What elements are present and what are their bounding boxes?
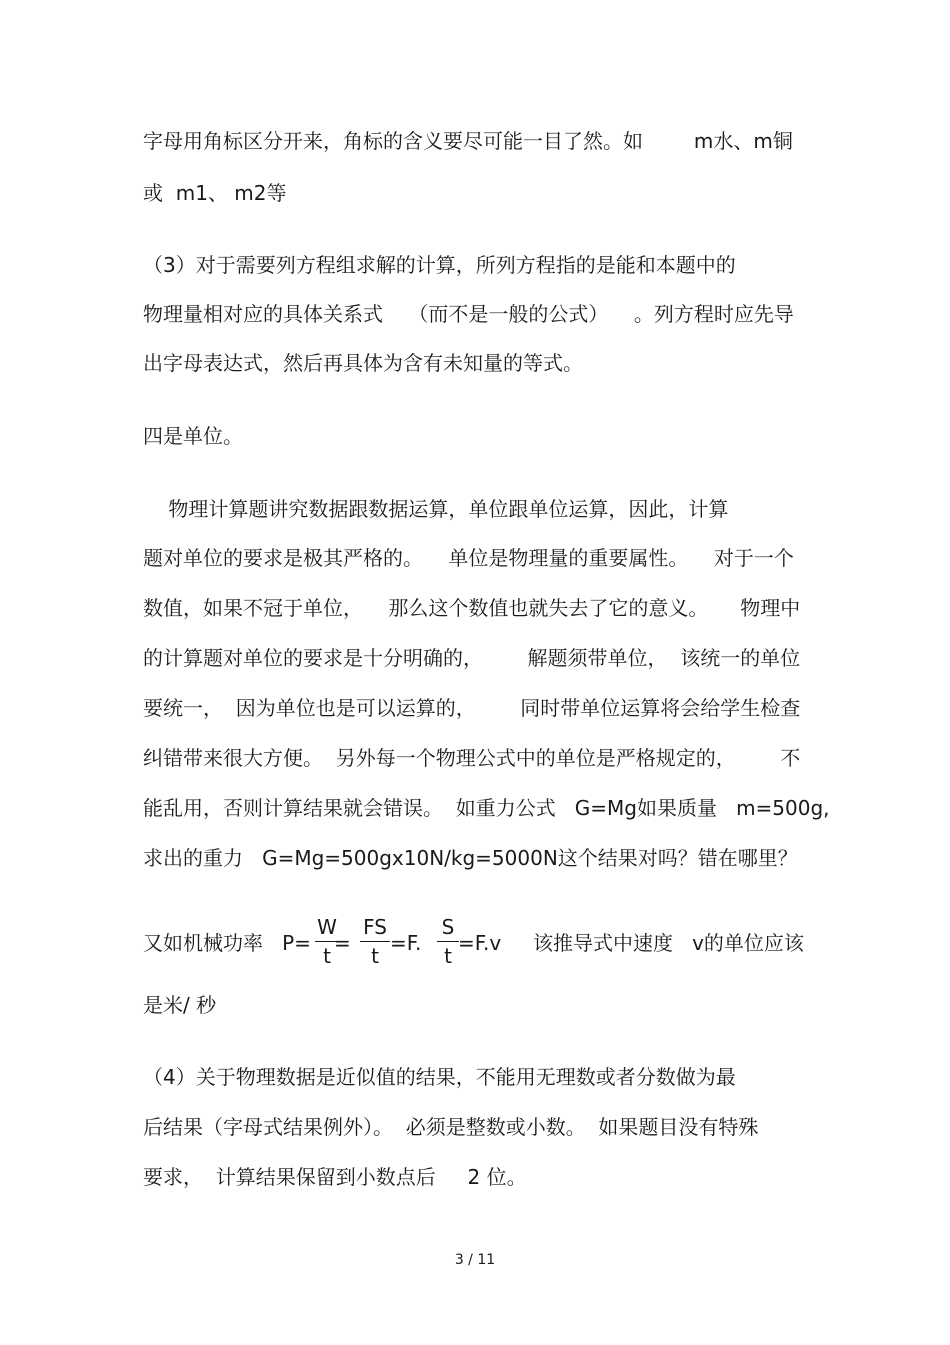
- fraction-numerator: S: [441, 915, 455, 939]
- fraction-numerator: W: [317, 915, 337, 939]
- text-line: 要统一， 因为单位也是可以运算的， 同时带单位运算将会给学生检查: [143, 696, 801, 720]
- fraction-denominator: t: [444, 944, 452, 968]
- formula-prefix: 又如机械功率 P=: [143, 931, 311, 955]
- text-line: 出字母表达式，然后再具体为含有未知量的等式。: [143, 351, 583, 375]
- formula-part: =F.: [390, 931, 422, 955]
- text-line: 物理量相对应的具体关系式 （而不是一般的公式） 。列方程时应先导: [143, 302, 794, 326]
- text-line: 纠错带来很大方便。 另外每一个物理公式中的单位是严格规定的， 不: [143, 746, 801, 770]
- text-line: 要求， 计算结果保留到小数点后 2 位。: [143, 1165, 527, 1189]
- text-line: 后结果（字母式结果例外）。 必须是整数或小数。 如果题目没有特殊: [143, 1115, 759, 1139]
- fraction-denominator: t: [371, 944, 379, 968]
- formula-equals: =: [334, 931, 351, 955]
- section-heading: 四是单位。: [143, 424, 243, 448]
- fraction-fs-over-t: [360, 916, 390, 967]
- text-line: 或 m1、 m2等: [143, 181, 287, 205]
- text-line: 数值，如果不冠于单位， 那么这个数值也就失去了它的意义。 物理中: [143, 596, 801, 620]
- text-line: （3）对于需要列方程组求解的计算，所列方程指的是能和本题中的: [143, 253, 736, 277]
- text-line: 求出的重力 G=Mg=500gx10N/kg=5000N这个结果对吗？错在哪里？: [143, 846, 798, 870]
- formula-suffix: =F.v 该推导式中速度 v的单位应该: [458, 931, 804, 955]
- text-line: 能乱用，否则计算结果就会错误。 如重力公式 G=Mg如果质量 m=500g,: [143, 796, 830, 820]
- fraction-bar: [437, 941, 459, 942]
- fraction-s-over-t: [437, 916, 459, 967]
- text-line: 物理计算题讲究数据跟数据运算，单位跟单位运算，因此，计算: [143, 497, 729, 521]
- text-line: 的计算题对单位的要求是十分明确的， 解题须带单位， 该统一的单位: [143, 646, 801, 670]
- fraction-denominator: t: [323, 944, 331, 968]
- fraction-numerator: FS: [363, 915, 387, 939]
- page-number: 3 / 11: [454, 1252, 496, 1268]
- text-line: 是米/ 秒: [143, 993, 217, 1017]
- text-line: 题对单位的要求是极其严格的。 单位是物理量的重要属性。 对于一个: [143, 546, 794, 570]
- text-line: 字母用角标区分开来，角标的含义要尽可能一目了然。如 m水、m铜: [143, 129, 793, 153]
- text-line: （4）关于物理数据是近似值的结果，不能用无理数或者分数做为最: [143, 1065, 736, 1089]
- fraction-bar: [360, 941, 390, 942]
